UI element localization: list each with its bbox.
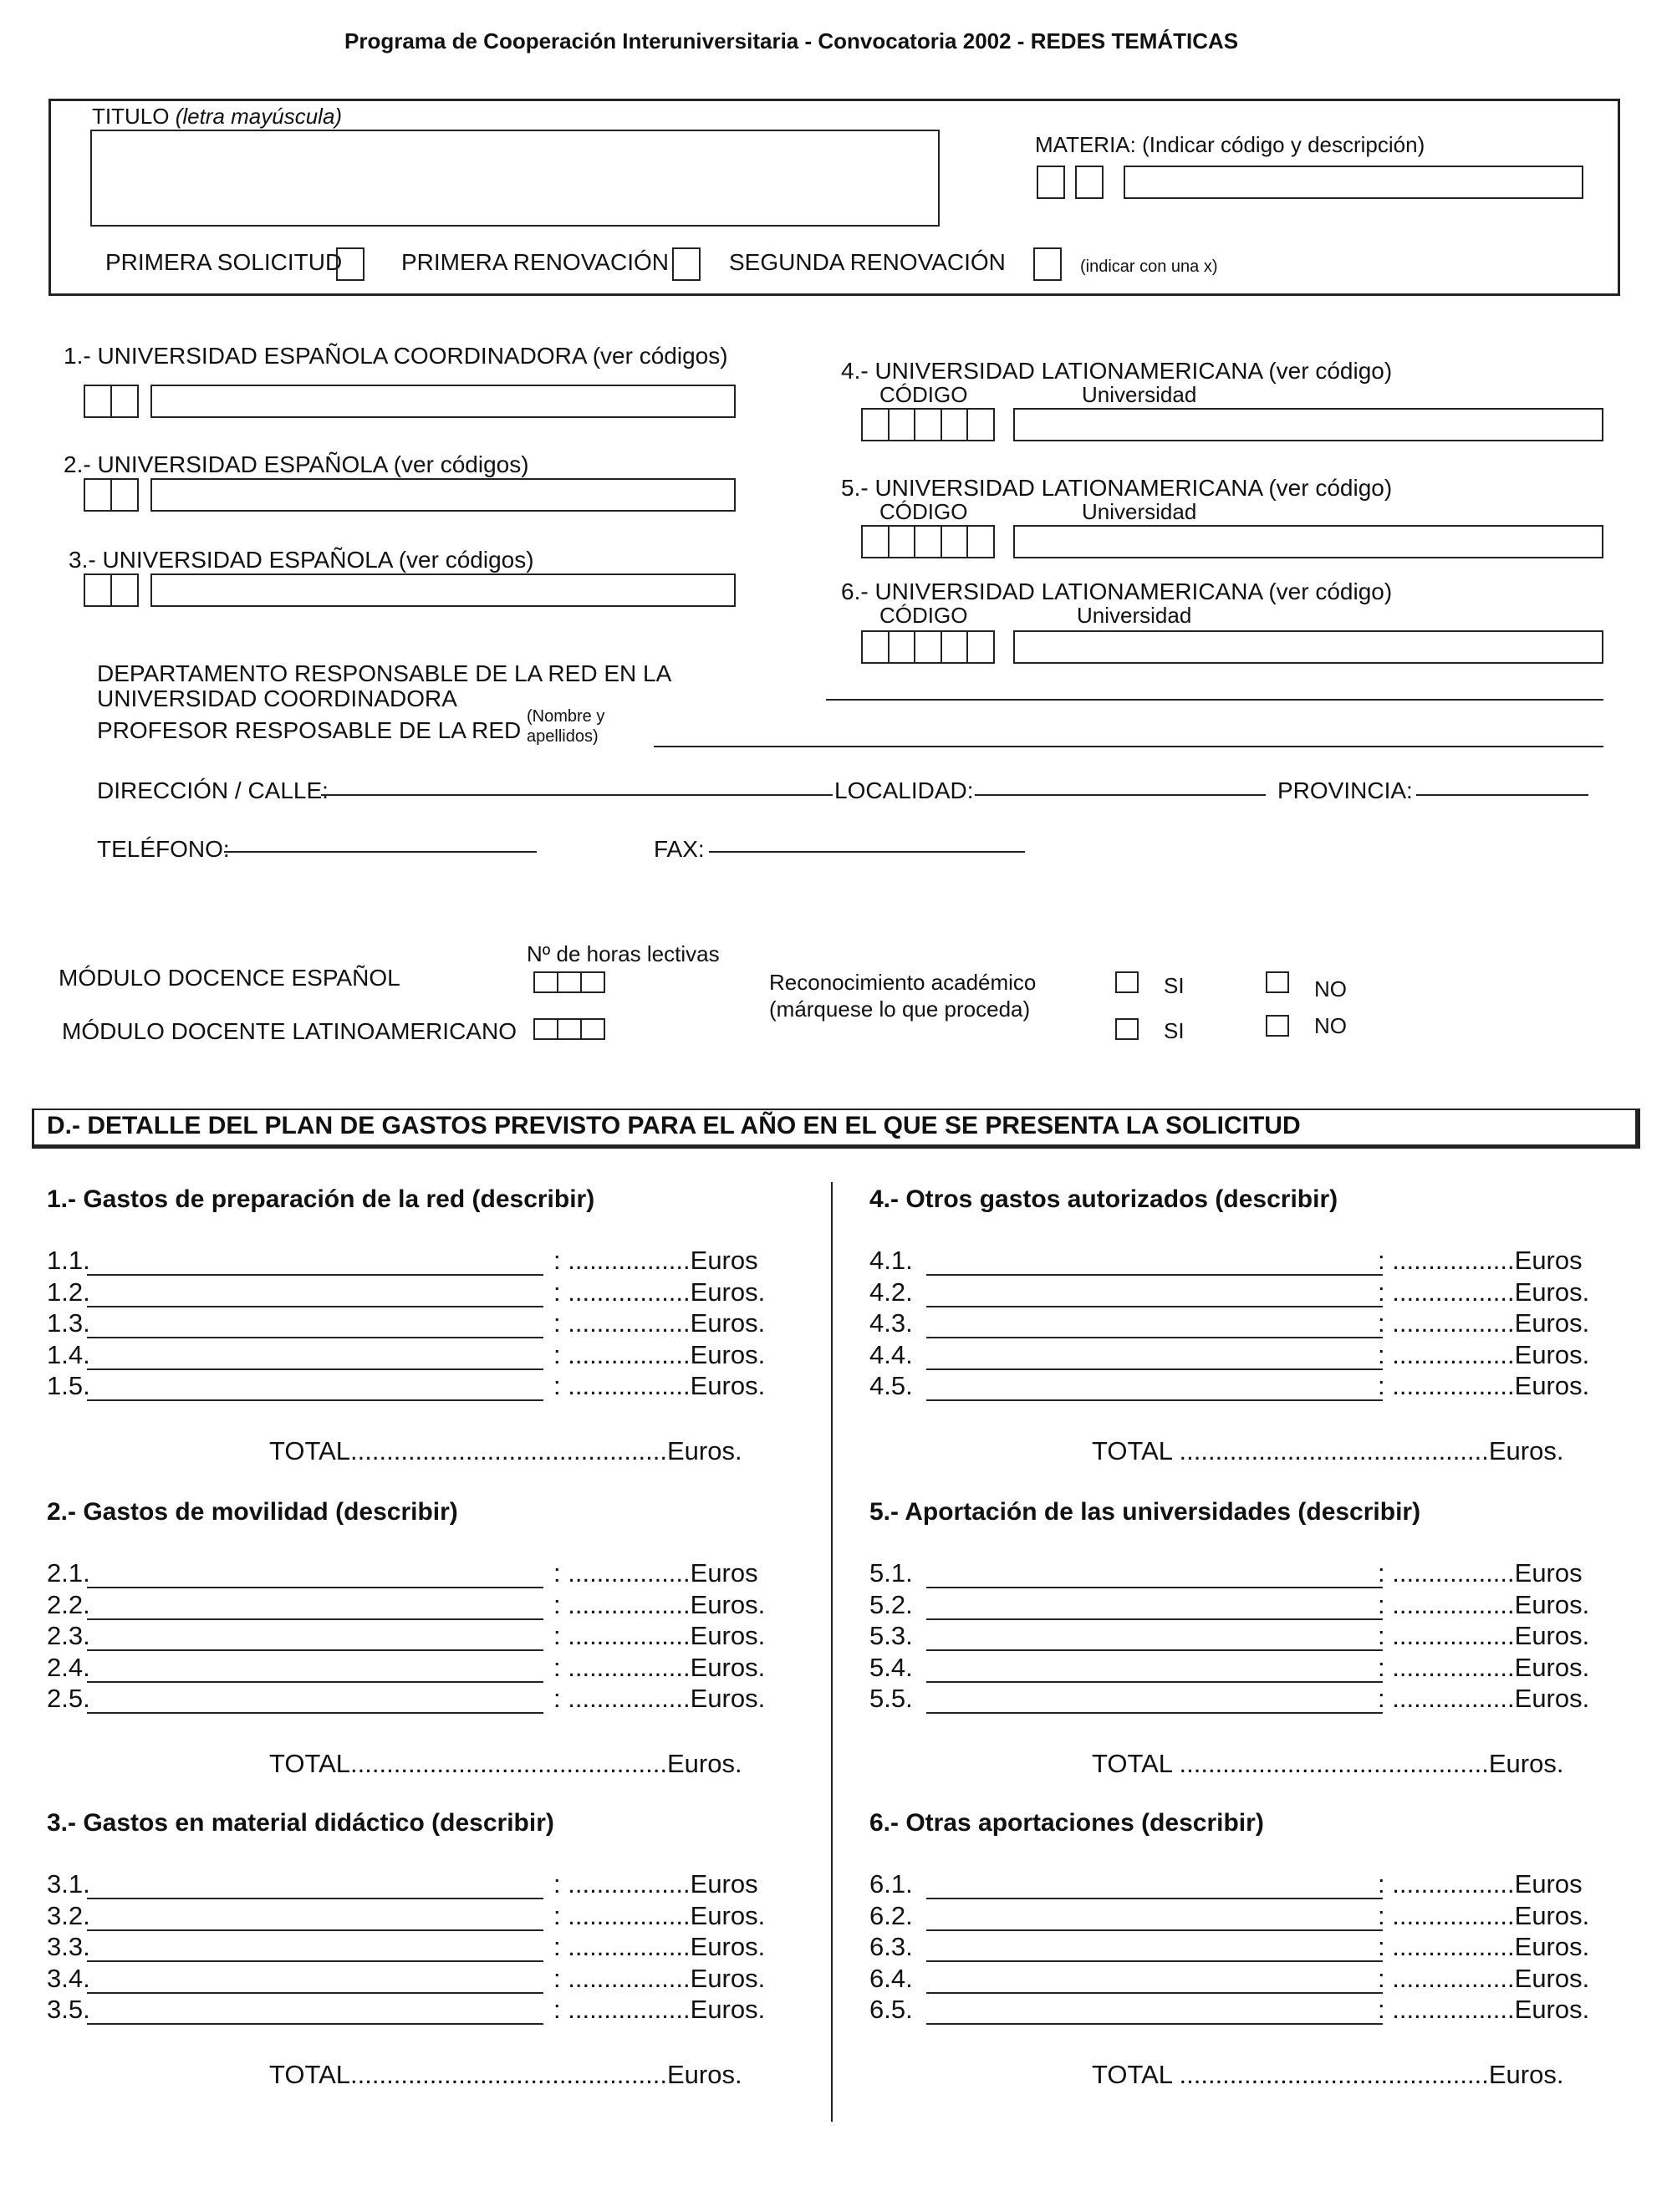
expense-item-amount[interactable]: : .................Euros. <box>1378 1900 1590 1930</box>
expense-item-description-line[interactable] <box>926 1960 1383 1962</box>
expense-item-amount[interactable]: : .................Euros. <box>553 1963 766 1993</box>
reconocimiento-espanol-si-label: SI <box>1164 973 1185 998</box>
reconocimiento-latino-no-label: NO <box>1314 1013 1347 1038</box>
expense-item-description-line[interactable] <box>926 1712 1383 1714</box>
reconocimiento-label-line1: Reconocimiento académico <box>769 970 1037 995</box>
expense-item-number: 4.5. <box>869 1371 913 1400</box>
expense-item-amount[interactable]: : .................Euros. <box>553 1277 766 1307</box>
expense-group-total: TOTAL ...........................................Euros. <box>1092 2060 1564 2089</box>
expense-item-amount[interactable]: : .................Euros. <box>553 1339 766 1369</box>
expense-item-amount[interactable]: : .................Euros. <box>553 1652 766 1682</box>
universidad-6-label: 6.- UNIVERSIDAD LATIONAMERICANA (ver código) <box>841 578 1393 604</box>
expense-item-number: 4.2. <box>869 1277 913 1307</box>
expense-group-4-title: 4.- Otros gastos autorizados (describir) <box>869 1185 1338 1213</box>
direccion-label: DIRECCIÓN / CALLE: <box>97 777 329 803</box>
universidad-5-universidad-label: Universidad <box>1082 499 1197 524</box>
provincia-field-line[interactable] <box>1416 794 1588 796</box>
universidad-5-code[interactable] <box>861 525 995 558</box>
materia-label: MATERIA: (Indicar código y descripción) <box>1035 132 1425 157</box>
expense-item-number: 5.3. <box>869 1621 913 1650</box>
expense-item-description-line[interactable] <box>926 1306 1383 1307</box>
expense-item-amount[interactable]: : .................Euros. <box>553 1932 766 1961</box>
expense-item-description-line[interactable] <box>87 1898 543 1899</box>
expense-item-description-line[interactable] <box>926 1337 1383 1338</box>
expense-item-number: 4.1. <box>869 1246 913 1275</box>
expense-group-total: TOTAL............................................Euros. <box>269 2060 742 2089</box>
expense-item-number: 5.1. <box>869 1558 913 1588</box>
expense-item-amount[interactable]: : .................Euros. <box>1378 1684 1590 1713</box>
departamento-label-line1: DEPARTAMENTO RESPONSABLE DE LA RED EN LA <box>97 660 672 686</box>
universidad-6-codigo-label: CÓDIGO <box>879 603 968 628</box>
segunda-renovacion-label: SEGUNDA RENOVACIÓN <box>729 249 1006 275</box>
provincia-label: PROVINCIA: <box>1277 777 1413 803</box>
universidad-5-name-input[interactable] <box>1013 525 1603 558</box>
page-header-title: Programa de Cooperación Interuniversitaria - Convocatoria 2002 - REDES TEMÁTICAS <box>344 28 1239 54</box>
expense-group-5-title: 5.- Aportación de las universidades (describir) <box>869 1498 1421 1526</box>
modulo-espanol-horas[interactable] <box>533 971 605 993</box>
expense-item-description-line[interactable] <box>926 1274 1383 1276</box>
reconocimiento-label-line2: (márquese lo que proceda) <box>769 996 1031 1022</box>
expense-item-number: 1.4. <box>47 1339 90 1369</box>
universidad-4-name-input[interactable] <box>1013 408 1603 441</box>
column-divider <box>831 1182 833 2122</box>
expense-item-number: 2.2. <box>47 1589 90 1619</box>
horas-lectivas-label: Nº de horas lectivas <box>527 941 720 966</box>
expense-item-amount[interactable]: : .................Euros. <box>553 1900 766 1930</box>
modulo-latino-label: MÓDULO DOCENTE LATINOAMERICANO <box>62 1018 517 1044</box>
expense-item-amount[interactable]: : .................Euros <box>1378 1558 1583 1588</box>
expense-item-amount[interactable]: : .................Euros. <box>1378 1652 1590 1682</box>
reconocimiento-latino-si-label: SI <box>1164 1018 1185 1043</box>
expense-item-amount[interactable]: : .................Euros. <box>553 1589 766 1619</box>
titulo-label: TITULO (letra mayúscula) <box>92 104 343 129</box>
expense-item-description-line[interactable] <box>87 1960 543 1962</box>
expense-group-2-title: 2.- Gastos de movilidad (describir) <box>47 1498 458 1526</box>
reconocimiento-latino-si-checkbox[interactable] <box>1115 1018 1139 1040</box>
expense-item-number: 2.3. <box>47 1621 90 1650</box>
expense-item-description-line[interactable] <box>926 1898 1383 1899</box>
expense-item-number: 3.3. <box>47 1932 90 1961</box>
expense-item-number: 6.5. <box>869 1995 913 2024</box>
expense-item-description-line[interactable] <box>926 2023 1383 2025</box>
expense-item-number: 6.2. <box>869 1900 913 1930</box>
universidad-1-name-input[interactable] <box>150 385 736 418</box>
segunda-renovacion-checkbox[interactable] <box>1033 247 1062 281</box>
expense-item-description-line[interactable] <box>87 1587 543 1588</box>
primera-solicitud-checkbox[interactable] <box>336 247 364 281</box>
expense-item-amount[interactable]: : .................Euros. <box>553 1995 766 2024</box>
universidad-1-code[interactable] <box>84 385 139 418</box>
expense-item-number: 2.4. <box>47 1652 90 1682</box>
primera-solicitud-label: PRIMERA SOLICITUD <box>105 249 343 275</box>
expense-group-total: TOTAL............................................Euros. <box>269 1436 742 1465</box>
expense-item-number: 1.5. <box>47 1371 90 1400</box>
expense-item-amount[interactable]: : .................Euros. <box>553 1684 766 1713</box>
materia-code-cell-1[interactable] <box>1037 166 1065 199</box>
expense-item-description-line[interactable] <box>87 1368 543 1370</box>
universidad-2-name-input[interactable] <box>150 478 736 512</box>
universidad-4-label: 4.- UNIVERSIDAD LATIONAMERICANA (ver código) <box>841 358 1393 384</box>
universidad-4-universidad-label: Universidad <box>1082 382 1197 407</box>
expense-item-amount[interactable]: : .................Euros <box>1378 1246 1583 1275</box>
expense-group-1-title: 1.- Gastos de preparación de la red (describir) <box>47 1185 595 1213</box>
expense-item-description-line[interactable] <box>926 1399 1383 1401</box>
expense-item-description-line[interactable] <box>87 1929 543 1931</box>
expense-item-amount[interactable]: : .................Euros <box>553 1246 758 1275</box>
primera-renovacion-checkbox[interactable] <box>672 247 701 281</box>
expense-item-number: 3.1. <box>47 1869 90 1899</box>
universidad-6-code[interactable] <box>861 630 995 664</box>
profesor-label: PROFESOR RESPOSABLE DE LA RED <box>97 717 522 743</box>
materia-code-cell-2[interactable] <box>1075 166 1104 199</box>
universidad-4-codigo-label: CÓDIGO <box>879 382 968 407</box>
reconocimiento-espanol-si-checkbox[interactable] <box>1115 971 1139 993</box>
universidad-5-codigo-label: CÓDIGO <box>879 499 968 524</box>
expense-item-amount[interactable]: : .................Euros. <box>1378 1371 1590 1400</box>
expense-item-number: 3.4. <box>47 1963 90 1993</box>
expense-item-description-line[interactable] <box>87 1306 543 1307</box>
expense-item-number: 5.2. <box>869 1589 913 1619</box>
universidad-6-universidad-label: Universidad <box>1077 603 1192 628</box>
expense-item-amount[interactable]: : .................Euros. <box>1378 1995 1590 2024</box>
expense-item-number: 2.5. <box>47 1684 90 1713</box>
expense-item-amount[interactable]: : .................Euros. <box>553 1621 766 1650</box>
universidad-6-name-input[interactable] <box>1013 630 1603 664</box>
expense-item-description-line[interactable] <box>926 1368 1383 1370</box>
expense-group-6-title: 6.- Otras aportaciones (describir) <box>869 1809 1264 1837</box>
departamento-field-line[interactable] <box>826 699 1603 701</box>
expense-item-description-line[interactable] <box>926 1618 1383 1620</box>
universidad-2-label: 2.- UNIVERSIDAD ESPAÑOLA (ver códigos) <box>64 451 529 477</box>
expense-item-description-line[interactable] <box>87 1712 543 1714</box>
fax-field-line[interactable] <box>709 851 1025 853</box>
expense-item-number: 6.4. <box>869 1963 913 1993</box>
universidad-1-label: 1.- UNIVERSIDAD ESPAÑOLA COORDINADORA (ver códigos) <box>64 343 728 369</box>
expense-item-description-line[interactable] <box>926 1649 1383 1651</box>
expense-item-description-line[interactable] <box>87 1274 543 1276</box>
expense-item-description-line[interactable] <box>87 1337 543 1338</box>
expense-group-3-title: 3.- Gastos en material didáctico (describir) <box>47 1809 554 1837</box>
nombre-note-line1: (Nombre y <box>527 707 605 726</box>
direccion-field-line[interactable] <box>321 794 833 796</box>
expense-item-description-line[interactable] <box>87 1992 543 1994</box>
telefono-label: TELÉFONO: <box>97 836 230 862</box>
expense-item-amount[interactable]: : .................Euros. <box>1378 1963 1590 1993</box>
section-d-title: D.- DETALLE DEL PLAN DE GASTOS PREVISTO PARA EL AÑO EN EL QUE SE PRESENTA LA SOLICITUD <box>47 1112 1301 1139</box>
expense-item-number: 3.2. <box>47 1900 90 1930</box>
universidad-2-code[interactable] <box>84 478 139 512</box>
modulo-espanol-label: MÓDULO DOCENCE ESPAÑOL <box>59 965 400 991</box>
expense-group-total: TOTAL ...........................................Euros. <box>1092 1749 1564 1778</box>
universidad-3-label: 3.- UNIVERSIDAD ESPAÑOLA (ver códigos) <box>69 547 534 573</box>
localidad-field-line[interactable] <box>975 794 1266 796</box>
expense-item-amount[interactable]: : .................Euros. <box>1378 1621 1590 1650</box>
universidad-3-name-input[interactable] <box>150 573 736 607</box>
expense-item-number: 4.4. <box>869 1339 913 1369</box>
expense-item-description-line[interactable] <box>926 1992 1383 1994</box>
expense-item-amount[interactable]: : .................Euros. <box>1378 1589 1590 1619</box>
expense-item-description-line[interactable] <box>926 1681 1383 1683</box>
materia-description-input[interactable] <box>1124 166 1583 199</box>
expense-item-number: 4.3. <box>869 1308 913 1338</box>
expense-item-amount[interactable]: : .................Euros. <box>553 1371 766 1400</box>
expense-item-description-line[interactable] <box>87 1681 543 1683</box>
expense-item-amount[interactable]: : .................Euros <box>1378 1869 1583 1899</box>
expense-item-description-line[interactable] <box>926 1929 1383 1931</box>
expense-item-number: 1.3. <box>47 1308 90 1338</box>
expense-item-number: 5.5. <box>869 1684 913 1713</box>
expense-item-amount[interactable]: : .................Euros. <box>1378 1308 1590 1338</box>
universidad-4-code[interactable] <box>861 408 995 441</box>
expense-item-amount[interactable]: : .................Euros. <box>1378 1277 1590 1307</box>
expense-item-number: 1.2. <box>47 1277 90 1307</box>
reconocimiento-espanol-no-label: NO <box>1314 976 1347 1002</box>
expense-item-number: 6.3. <box>869 1932 913 1961</box>
universidad-5-label: 5.- UNIVERSIDAD LATIONAMERICANA (ver código) <box>841 475 1393 501</box>
expense-item-number: 3.5. <box>47 1995 90 2024</box>
departamento-label-line2: UNIVERSIDAD COORDINADORA <box>97 686 457 711</box>
expense-item-number: 6.1. <box>869 1869 913 1899</box>
nombre-note-line2: apellidos) <box>527 727 599 746</box>
expense-item-description-line[interactable] <box>926 1587 1383 1588</box>
expense-item-description-line[interactable] <box>87 1649 543 1651</box>
profesor-field-line[interactable] <box>654 746 1603 747</box>
expense-item-amount[interactable]: : .................Euros. <box>553 1308 766 1338</box>
expense-group-total: TOTAL ...........................................Euros. <box>1092 1436 1564 1465</box>
expense-group-total: TOTAL............................................Euros. <box>269 1749 742 1778</box>
expense-item-amount[interactable]: : .................Euros <box>553 1558 758 1588</box>
telefono-field-line[interactable] <box>224 851 537 853</box>
primera-renovacion-label: PRIMERA RENOVACIÓN <box>401 249 669 275</box>
expense-item-amount[interactable]: : .................Euros. <box>1378 1339 1590 1369</box>
expense-item-number: 1.1. <box>47 1246 90 1275</box>
expense-item-number: 2.1. <box>47 1558 90 1588</box>
indicar-note: (indicar con una x) <box>1080 257 1218 276</box>
localidad-label: LOCALIDAD: <box>834 777 974 803</box>
fax-label: FAX: <box>654 836 705 862</box>
modulo-latino-horas[interactable] <box>533 1018 605 1040</box>
expense-item-description-line[interactable] <box>87 2023 543 2025</box>
expense-item-description-line[interactable] <box>87 1399 543 1401</box>
universidad-3-code[interactable] <box>84 573 139 607</box>
expense-item-description-line[interactable] <box>87 1618 543 1620</box>
reconocimiento-espanol-no-checkbox[interactable] <box>1266 971 1289 993</box>
titulo-input[interactable] <box>90 130 940 227</box>
expense-item-amount[interactable]: : .................Euros <box>553 1869 758 1899</box>
expense-item-number: 5.4. <box>869 1652 913 1682</box>
reconocimiento-latino-no-checkbox[interactable] <box>1266 1015 1289 1037</box>
expense-item-amount[interactable]: : .................Euros. <box>1378 1932 1590 1961</box>
